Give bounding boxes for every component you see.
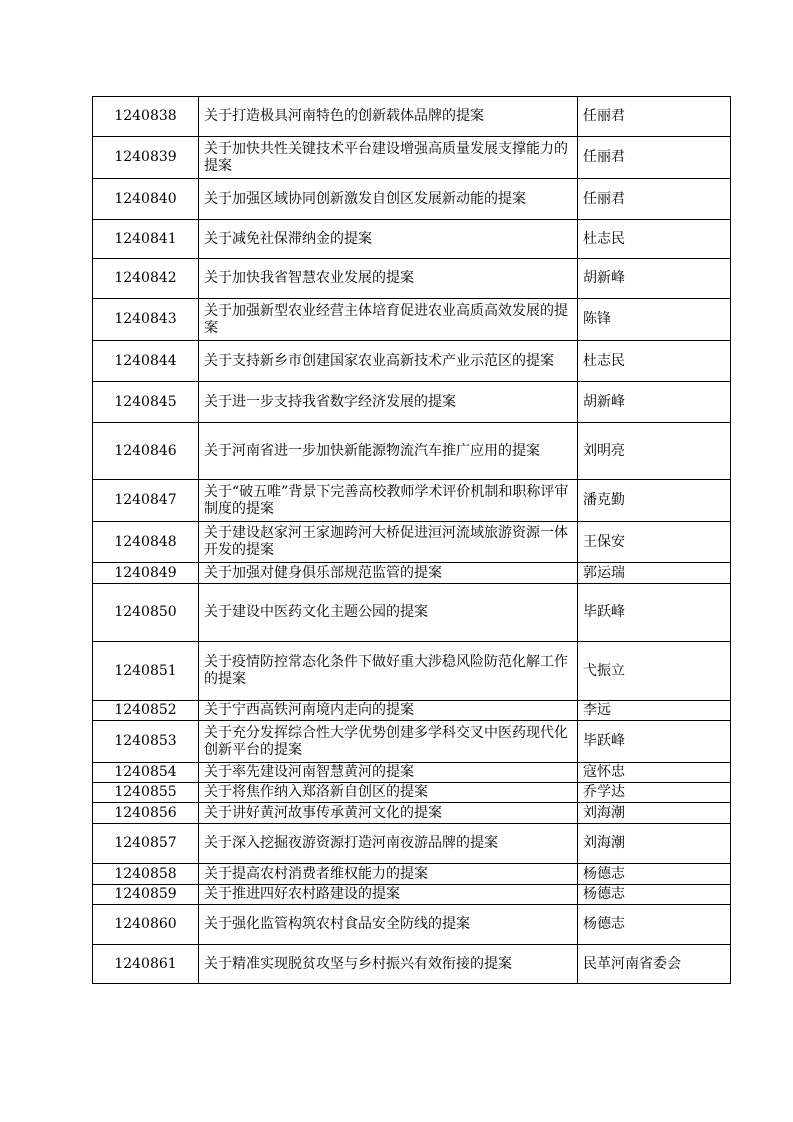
- proposal-submitter: 李远: [578, 701, 731, 721]
- proposal-title: 关于讲好黄河故事传承黄河文化的提案: [199, 803, 578, 824]
- proposal-title: 关于加快我省智慧农业发展的提案: [199, 259, 578, 299]
- table-row: [93, 522, 731, 563]
- proposal-title: 关于深入挖掘夜游资源打造河南夜游品牌的提案: [199, 824, 578, 864]
- table-row: [93, 563, 731, 584]
- proposal-number: 1240844: [93, 341, 199, 382]
- proposal-submitter: 胡新峰: [578, 259, 731, 299]
- table-row: [93, 341, 731, 382]
- proposal-submitter: 杨德志: [578, 885, 731, 905]
- proposal-number: 1240850: [93, 584, 199, 642]
- proposal-title: 关于率先建设河南智慧黄河的提案: [199, 763, 578, 783]
- table-row: [93, 864, 731, 885]
- proposal-number: 1240857: [93, 824, 199, 864]
- proposal-submitter: 杜志民: [578, 220, 731, 259]
- table-row: [93, 220, 731, 259]
- proposal-title: 关于强化监管构筑农村食品安全防线的提案: [199, 905, 578, 945]
- proposal-number: 1240855: [93, 783, 199, 803]
- proposal-number: 1240840: [93, 179, 199, 220]
- proposal-submitter: 毕跃峰: [578, 721, 731, 763]
- table-row: [93, 179, 731, 220]
- proposal-submitter: 任丽君: [578, 137, 731, 179]
- proposal-title: 关于精准实现脱贫攻坚与乡村振兴有效衔接的提案: [199, 945, 578, 984]
- table-row: [93, 803, 731, 824]
- table-row: [93, 642, 731, 701]
- proposal-number: 1240858: [93, 864, 199, 885]
- table-row: [93, 480, 731, 522]
- proposal-number: 1240853: [93, 721, 199, 763]
- table-row: [93, 824, 731, 864]
- proposal-number: 1240843: [93, 299, 199, 341]
- proposal-title: 关于推进四好农村路建设的提案: [199, 885, 578, 905]
- proposal-title: 关于充分发挥综合性大学优势创建多学科交叉中医药现代化创新平台的提案: [199, 721, 578, 763]
- proposal-number: 1240860: [93, 905, 199, 945]
- proposal-title: 关于将焦作纳入郑洛新自创区的提案: [199, 783, 578, 803]
- table-row: [93, 382, 731, 423]
- proposal-submitter: 任丽君: [578, 179, 731, 220]
- proposal-number: 1240847: [93, 480, 199, 522]
- table-row: [93, 423, 731, 480]
- proposal-submitter: 杨德志: [578, 905, 731, 945]
- table-row: [93, 701, 731, 721]
- table-row: [93, 299, 731, 341]
- proposal-submitter: 刘海潮: [578, 824, 731, 864]
- table-row: [93, 259, 731, 299]
- table-row: [93, 905, 731, 945]
- proposal-number: 1240845: [93, 382, 199, 423]
- table-row: [93, 783, 731, 803]
- proposal-title: 关于减免社保滞纳金的提案: [199, 220, 578, 259]
- proposal-title: 关于“破五唯”背景下完善高校教师学术评价机制和职称评审制度的提案: [199, 480, 578, 522]
- proposal-number: 1240846: [93, 423, 199, 480]
- proposal-number: 1240851: [93, 642, 199, 701]
- proposal-submitter: 刘海潮: [578, 803, 731, 824]
- proposal-submitter: 杜志民: [578, 341, 731, 382]
- proposal-submitter: 杨德志: [578, 864, 731, 885]
- proposal-title: 关于建设赵家河王家迦跨河大桥促进洹河流域旅游资源一体开发的提案: [199, 522, 578, 563]
- proposal-number: 1240856: [93, 803, 199, 824]
- proposal-number: 1240849: [93, 563, 199, 584]
- proposal-number: 1240848: [93, 522, 199, 563]
- table-row: [93, 885, 731, 905]
- proposal-title: 关于加强新型农业经营主体培育促进农业高质高效发展的提案: [199, 299, 578, 341]
- proposal-title: 关于提高农村消费者维权能力的提案: [199, 864, 578, 885]
- proposal-title: 关于加快共性关键技术平台建设增强高质量发展支撑能力的提案: [199, 137, 578, 179]
- proposal-submitter: 陈锋: [578, 299, 731, 341]
- proposal-title: 关于支持新乡市创建国家农业高新技术产业示范区的提案: [199, 341, 578, 382]
- proposal-number: 1240859: [93, 885, 199, 905]
- proposal-title: 关于加强区域协同创新激发自创区发展新动能的提案: [199, 179, 578, 220]
- proposal-submitter: 寇怀忠: [578, 763, 731, 783]
- proposal-submitter: 刘明亮: [578, 423, 731, 480]
- proposal-submitter: 王保安: [578, 522, 731, 563]
- table-row: [93, 945, 731, 984]
- table-row: [93, 137, 731, 179]
- proposal-number: 1240842: [93, 259, 199, 299]
- table-row: [93, 97, 731, 137]
- proposal-number: 1240852: [93, 701, 199, 721]
- proposal-title: 关于宁西高铁河南境内走向的提案: [199, 701, 578, 721]
- proposal-number: 1240861: [93, 945, 199, 984]
- proposal-submitter: 任丽君: [578, 97, 731, 137]
- proposal-title: 关于打造极具河南特色的创新载体品牌的提案: [199, 97, 578, 137]
- proposal-title: 关于疫情防控常态化条件下做好重大涉稳风险防范化解工作的提案: [199, 642, 578, 701]
- table-row: [93, 721, 731, 763]
- proposal-submitter: 民革河南省委会: [578, 945, 731, 984]
- proposal-number: 1240839: [93, 137, 199, 179]
- proposal-number: 1240854: [93, 763, 199, 783]
- table-row: [93, 763, 731, 783]
- proposal-submitter: 毕跃峰: [578, 584, 731, 642]
- proposal-title: 关于建设中医药文化主题公园的提案: [199, 584, 578, 642]
- proposal-title: 关于进一步支持我省数字经济发展的提案: [199, 382, 578, 423]
- proposal-title: 关于加强对健身俱乐部规范监管的提案: [199, 563, 578, 584]
- proposal-submitter: 乔学达: [578, 783, 731, 803]
- proposal-submitter: 弋振立: [578, 642, 731, 701]
- proposal-submitter: 胡新峰: [578, 382, 731, 423]
- proposal-table: [92, 96, 731, 984]
- proposal-submitter: 潘克勤: [578, 480, 731, 522]
- table-row: [93, 584, 731, 642]
- proposal-number: 1240841: [93, 220, 199, 259]
- proposal-submitter: 郭运瑞: [578, 563, 731, 584]
- proposal-number: 1240838: [93, 97, 199, 137]
- proposal-title: 关于河南省进一步加快新能源物流汽车推广应用的提案: [199, 423, 578, 480]
